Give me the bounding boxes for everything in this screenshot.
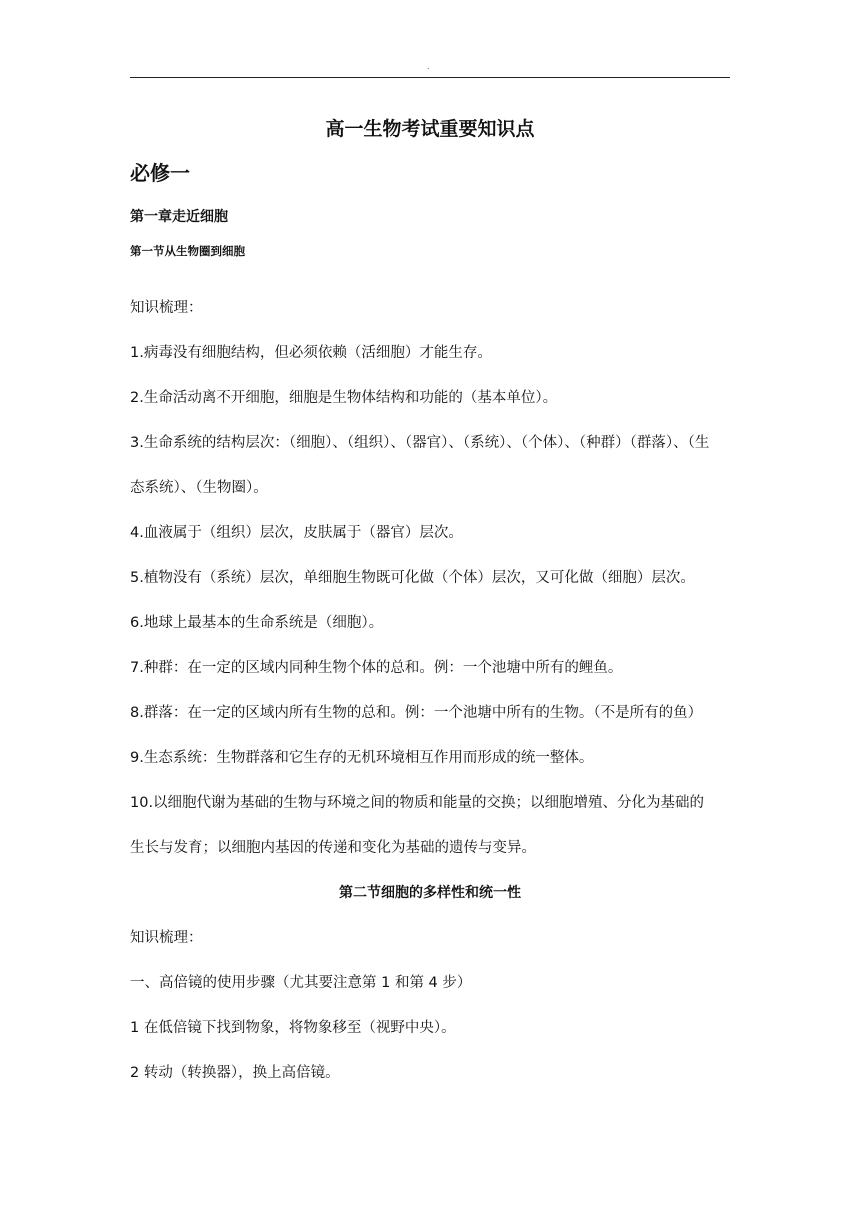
section-intro: 知识梳理： [130,930,203,946]
section-heading: 第二节细胞的多样性和统一性 [339,885,521,901]
knowledge-item: 10.以细胞代谢为基础的生物与环境之间的物质和能量的交换；以细胞增殖、分化为基础的 [130,795,705,811]
knowledge-item: 6.地球上最基本的生命系统是（细胞）。 [130,615,384,631]
section-heading: 第一节从生物圈到细胞 [130,244,245,258]
knowledge-item: 1 在低倍镜下找到物象，将物象移至（视野中央）。 [130,1020,456,1036]
knowledge-item-continued: 态系统）、（生物圈）。 [130,480,268,496]
knowledge-item: 3.生命系统的结构层次：（细胞）、（组织）、（器官）、（系统）、（个体）、（种群）（群落）、（生 [130,435,710,451]
volume-heading: 必修一 [130,161,190,185]
knowledge-item: 一、高倍镜的使用步骤（尤其要注意第 1 和第 4 步） [130,975,472,991]
chapter-heading: 第一章走近细胞 [130,209,228,225]
knowledge-item: 4.血液属于（组织）层次，皮肤属于（器官）层次。 [130,525,463,541]
knowledge-item-continued: 生长与发育；以细胞内基因的传递和变化为基础的遗传与变异。 [130,840,536,856]
knowledge-item: 1.病毒没有细胞结构，但必须依赖（活细胞）才能生存。 [130,345,492,361]
header-rule [130,77,730,78]
knowledge-item: 2 转动（转换器），换上高倍镜。 [130,1065,340,1081]
section-intro: 知识梳理： [130,300,203,316]
header-mark: . [427,62,430,71]
knowledge-item: 2.生命活动离不开细胞，细胞是生物体结构和功能的（基本单位）。 [130,390,558,406]
knowledge-item: 7.种群：在一定的区域内同种生物个体的总和。例：一个池塘中所有的鲤鱼。 [130,660,623,676]
knowledge-item: 8.群落：在一定的区域内所有生物的总和。例：一个池塘中所有的生物。（不是所有的鱼） [130,705,703,721]
knowledge-item: 9.生态系统：生物群落和它生存的无机环境相互作用而形成的统一整体。 [130,750,594,766]
document-title: 高一生物考试重要知识点 [325,118,535,140]
knowledge-item: 5.植物没有（系统）层次，单细胞生物既可化做（个体）层次，又可化做（细胞）层次。 [130,570,695,586]
